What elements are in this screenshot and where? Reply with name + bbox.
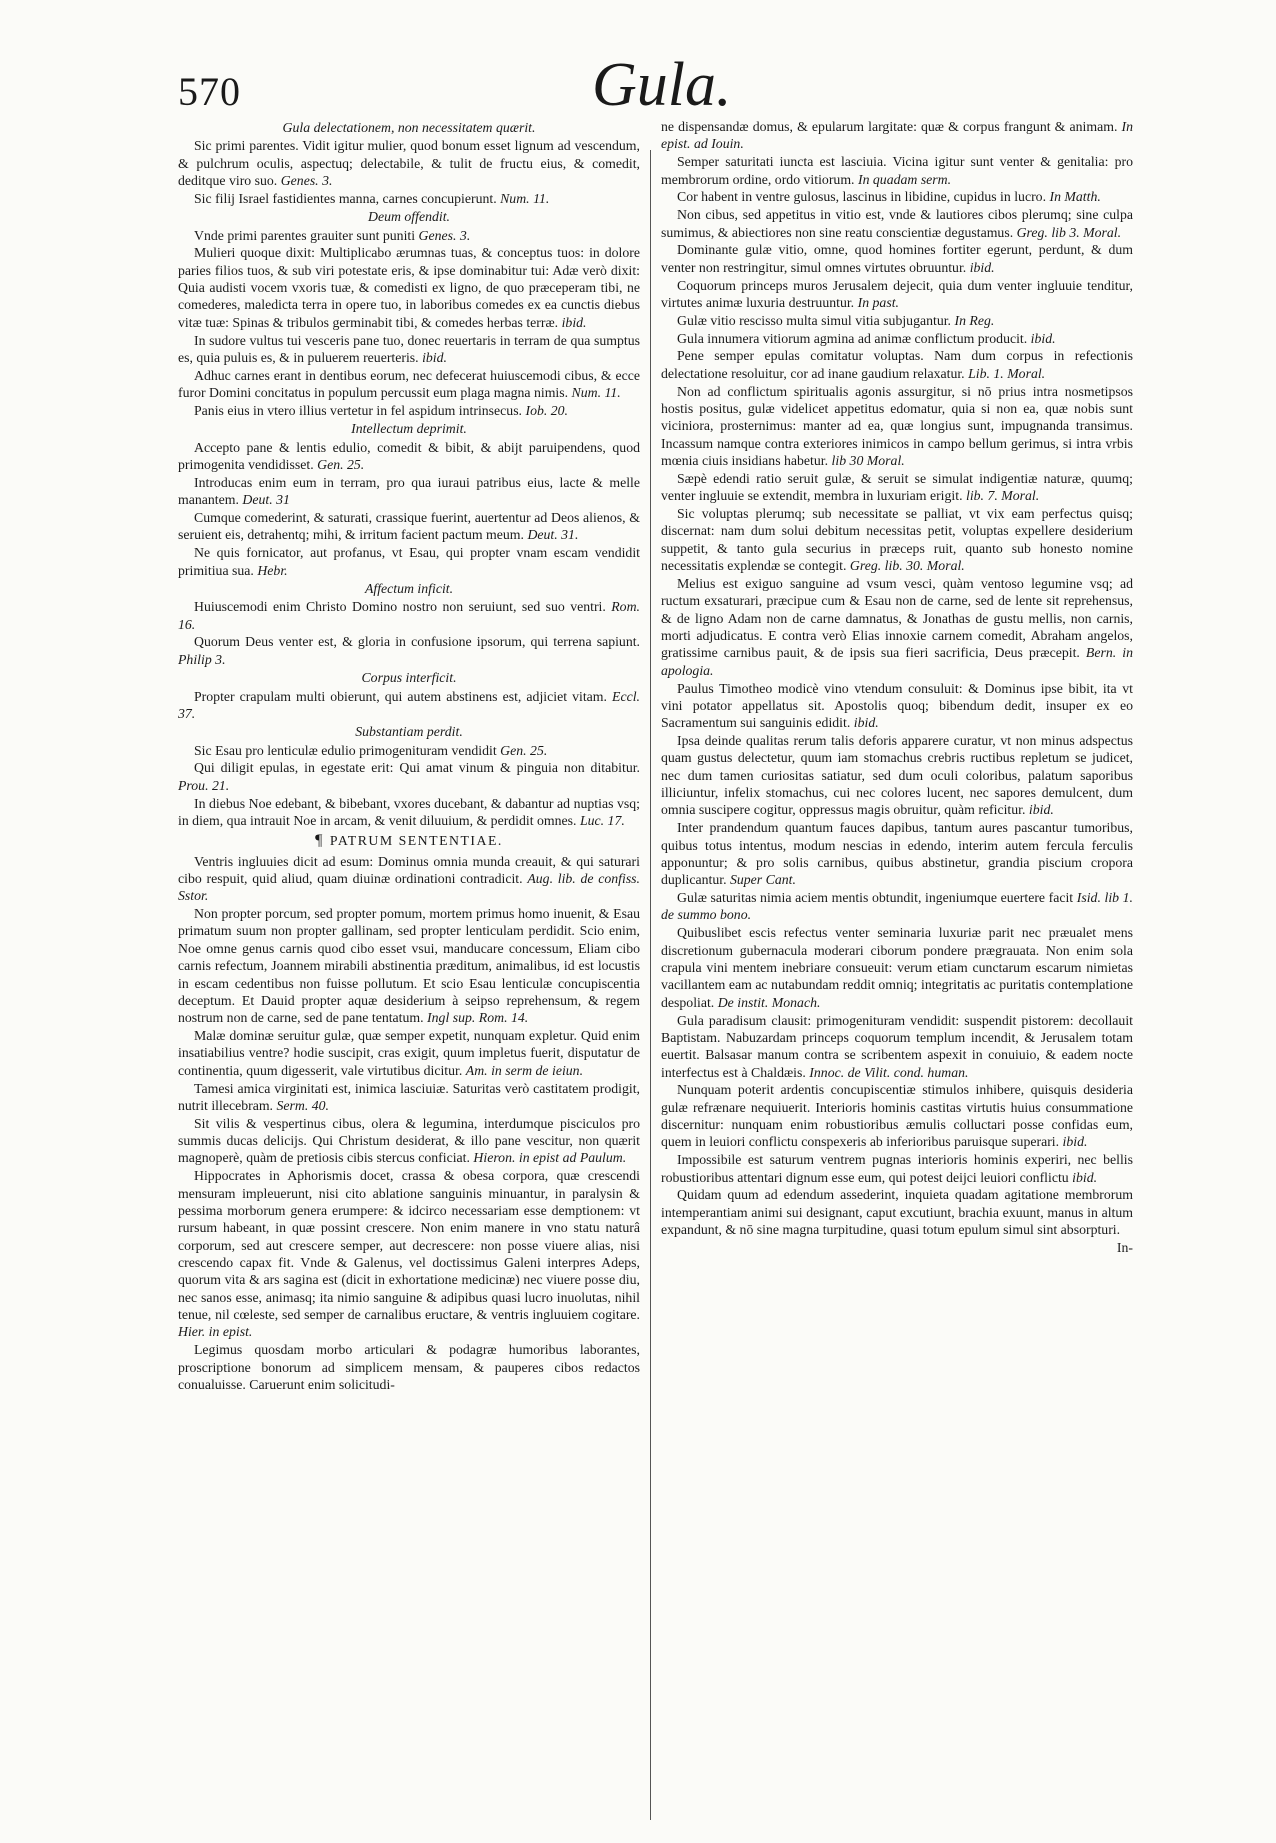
paragraph: [661, 470, 1133, 505]
source-citation: Gen. 25.: [317, 457, 365, 473]
source-citation: ibid.: [853, 715, 879, 731]
source-citation: Gen. 25.: [500, 742, 548, 758]
paragraph: [178, 190, 640, 207]
paragraph-text: Sic voluptas plerumq; sub necessitate se palliat, vt vix eam perfectus quisq; discernat: nam dum solui debitum necessitas petit, voluptas expellere desiderium suppetit, & tanto gula securius in præceps ruit, quanto sub honesto nomine necessitatis explendæ se contegit.: [661, 506, 1133, 574]
paragraph: [178, 1341, 640, 1393]
paragraph: [661, 241, 1133, 276]
source-citation: Greg. lib. 30. Moral.: [849, 558, 965, 574]
paragraph-text: Gulæ saturitas nimia aciem mentis obtundit, ingeniumque euertere facit: [677, 890, 1074, 906]
paragraph-text: Quidam quum ad edendum assederint, inquieta quadam agitatione membrorum intemperantiam animi sui designant, caput excutiunt, brachia exuunt, manus in altum expandunt, & nō sine magna turpitudine, quasi totum epulum simul sint absorpturi.: [661, 1187, 1133, 1238]
paragraph-text: Tamesi amica virginitati est, inimica lasciuiæ. Saturitas verò castitatem prodigit, nutrit illecebram.: [178, 1080, 640, 1113]
source-citation: Greg. lib 3. Moral.: [1016, 224, 1122, 240]
paragraph-text: Hippocrates in Aphorismis docet, crassa & obesa corpora, quæ crescendi mensuram impleuerunt, nisi cito ablatione sanguinis minuantur, in paralysin & pessima morborum genera erumpere: & idcirco necessariam esse demptionem: vt rursum habeant, in quæ possint crescere. Non enim manere in vno statu naturâ corporum, sed aut crescere semper, aut decrescere: non posse viuere alias, nisi crescendo capax fit. Vnde & Galenus, vel doctissimus Galeni interpres Adeps, quorum vita & ars sagina est (dicit in exhortatione medicinæ) nec viuere posse diu, nec sanos esse, animasq; ita nimio sanguine & adipibus quasi lucro inuolutas, nihil tenue, nil cœleste, sed semper de carnalibus eructare, & ventris ingluuiem cogitare.: [178, 1168, 640, 1323]
paragraph-text: Cumque comederint, & saturati, crassique fuerint, auertentur ad Deos alienos, & seruient eis, detrahentq; mihi, & irritum facient pactum meum.: [178, 510, 640, 543]
paragraph-text: Melius est exiguo sanguine ad vsum vesci, quàm ventoso legumine vsq; ad ructum exsaturari, præcipue cum & Esau non de carne, sed de lente sit reprehensus, & de ligno Adam non de carne damnatus, & Jonathas de gustu mellis, non carnis, morti adjudicatus. E contra verò Elias innoxie carnem comedit, Abraham angelos, gratissime carnibus pauit, & de ipsis sua fieri sacrificia, Deus præcepit.: [661, 575, 1133, 661]
source-citation: Genes. 3.: [418, 227, 471, 243]
right-column: [661, 118, 1133, 1257]
paragraph: [178, 402, 640, 419]
paragraph-text: Gulæ vitio rescisso multa simul vitia subjugantur.: [677, 312, 952, 328]
paragraph: [661, 312, 1133, 329]
source-citation: Bern. in apologia.: [661, 645, 1133, 678]
paragraph-text: Non propter porcum, sed propter pomum, mortem primus homo inuenit, & Esau primatum suum non propter gallinam, sed propter lenticulam perdidit. Scio enim, Noe omne genus carnis quod cibo esset vsui, manducare concessum, Eliam cibo carnis refectum, Joannem mirabili abstinentia præditum, animalibus, id est locustis in escam cedentibus non fuisse pollutum. Et scio Esau lenticulæ concupiscentia deceptum. Et Dauid propter aquæ desiderium à seipso reprehensum, & regem nostrum non de carne, sed de pane tentatum.: [178, 906, 640, 1026]
source-citation: ibid.: [561, 314, 587, 330]
paragraph: [661, 819, 1133, 888]
paragraph: [178, 1080, 640, 1115]
paragraph: [178, 544, 640, 579]
source-citation: lib 30 Moral.: [831, 453, 905, 469]
paragraph-text: Paulus Timotheo modicè vino vtendum consuluit: & Dominus ipse bibit, ita vt vini potator appellatus sit. Apostolis quoq; bibendum dedit, insuper ex eo Sacramentum sui sanguinis edidit.: [661, 680, 1133, 731]
paragraph-text: Sic primi parentes. Vidit igitur mulier, quod bonum esset lignum ad vescendum, & pulchrum oculis, aspectuq; delectabile, & tulit de fructu eius, & comedit, deditque viro suo.: [178, 138, 640, 189]
section-heading: Corpus interficit.: [361, 670, 457, 686]
patrum-sententiae-heading: [178, 832, 640, 849]
paragraph: [178, 244, 640, 331]
paragraph-text: Qui diligit epulas, in egestate erit: Qui amat vinum & pinguia non ditabitur.: [194, 760, 640, 776]
source-citation: In epist. ad Iouin.: [661, 119, 1133, 152]
source-citation: Rom. 16.: [178, 599, 640, 632]
source-citation: Hieron. in epist ad Paulum.: [473, 1150, 627, 1166]
section-heading: Intellectum deprimit.: [351, 421, 467, 437]
paragraph-text: Nunquam poterit ardentis concupiscentiæ stimulos inhibere, quisquis desideria gulæ refrænare nequiuerit. Interioris hominis castitas virtutis huius consummatione discernitur: nunquam enim robustioribus æmulis colluctari posse confidas eum, quem in leuiori conflictu conspexeris ab inferioribus paruisque superari.: [661, 1082, 1133, 1150]
paragraph-text: Pene semper epulas comitatur voluptas. Nam dum corpus in refectionis delectatione resoluitur, cor ad inane gaudium relaxatur.: [661, 348, 1133, 381]
paragraph-text: Accepto pane & lentis edulio, comedit & bibit, & abijt paruipendens, quod primogenita vendidisset.: [178, 439, 640, 473]
paragraph-text: Propter crapulam multi obierunt, qui autem abstinens est, adjiciet vitam.: [194, 688, 607, 704]
paragraph-text: In-: [1116, 1240, 1133, 1255]
paragraph: [661, 383, 1133, 470]
paragraph: [661, 680, 1133, 732]
paragraph: [178, 598, 640, 633]
paragraph-text: Ipsa deinde qualitas rerum talis deforis apparere curatur, vt non minus adspectus quam gustus delectetur, quum iam stomachus crebris ructibus repletum se judicet, nec dum tamen curiositas satiatur, sed dum oculi coloribus, palatum saporibus illiciuntur, infelix stomachus, cui nec colores lucent, nec sapores demulcent, dum omnia suscipere cogitur, oppressus magis obruitur, quàm reficitur.: [661, 733, 1133, 818]
paragraph: [178, 439, 640, 474]
paragraph: [178, 227, 640, 244]
paragraph: [661, 330, 1133, 347]
section-heading: Affectum inficit.: [364, 580, 454, 596]
paragraph-text: Quibuslibet escis refectus venter seminaria luxuriæ parit nec præualet mens discretionum gubernacula moderari ciborum pondere prægrauata. Non enim sola crapula vini mentem inebriare consueuit: verum etiam cunctarum escarum nimietas vacillantem eam ac nutabundam reddit omniq; integritatis ac puritatis contemplatione despoliat.: [661, 925, 1133, 1010]
source-citation: Luc. 17.: [579, 812, 625, 828]
paragraph-text: Huiuscemodi enim Christo Domino nostro non seruiunt, sed suo ventri.: [194, 599, 606, 615]
paragraph: [661, 188, 1133, 205]
paragraph: [178, 795, 640, 830]
section-heading: Deum offendit.: [368, 209, 450, 225]
paragraph-text: Gula innumera vitiorum agmina ad animæ conflictum producit.: [677, 330, 1028, 346]
paragraph: [661, 732, 1133, 819]
paragraph: [178, 1167, 640, 1340]
paragraph: [661, 1012, 1133, 1081]
source-citation: Super Cant.: [729, 872, 796, 888]
source-citation: Serm. 40.: [276, 1097, 329, 1113]
paragraph-text: Ne quis fornicator, aut profanus, vt Esau, qui propter vnam escam vendidit primitiua sua.: [178, 545, 640, 578]
paragraph-text: Impossibile est saturum ventrem pugnas interioris hominis experiri, nec bellis robustioribus attentari dignum esse eum, qui potest deijci leuiori conflictu: [661, 1152, 1133, 1185]
paragraph-text: Semper saturitati iuncta est lasciuia. Vicina igitur sunt venter & genitalia: pro membrorum ordine, ordo vitiorum.: [661, 154, 1133, 187]
paragraph: [661, 277, 1133, 312]
paragraph: [661, 1151, 1133, 1186]
source-citation: ibid.: [422, 349, 447, 365]
paragraph: [178, 367, 640, 402]
paragraph-text: Ventris ingluuies dicit ad esum: Dominus omnia munda creauit, & qui saturari cibo respuit, quid aliud, quam diuinæ ordinationi contradicit.: [178, 853, 640, 886]
paragraph: [178, 137, 640, 189]
paragraph-text: Coquorum princeps muros Jerusalem dejecit, quia dum venter ingluuie tenditur, virtutes animæ luxuria destruuntur.: [661, 277, 1133, 310]
paragraph: [661, 889, 1133, 924]
source-citation: Hier. in epist.: [178, 1324, 253, 1340]
source-citation: In Reg.: [954, 312, 995, 328]
paragraph-text: Adhuc carnes erant in dentibus eorum, nec defecerat huiuscemodi cibus, & ecce furor Domini concitatus in populum percussit eum plaga magna nimis.: [178, 367, 640, 401]
paragraph: [661, 1186, 1133, 1238]
source-citation: In quadam serm.: [857, 171, 952, 187]
section-heading: Gula delectationem, non necessitatem quærit.: [282, 120, 536, 135]
source-citation: Num. 11.: [500, 190, 550, 206]
paragraph-text: Dominante gulæ vitio, omne, quod homines fortiter egerunt, perdunt, & dum venter non restringitur, simul omnes virtutes obruuntur.: [661, 242, 1133, 275]
paragraph-text: Non ad conflictum spiritualis agonis assurgitur, si nō prius intra nosmetipsos hostis positus, gulæ videlicet appetitus edomatur, quia si non ea, quæ nobis sunt viciniora, prosternimus: manter ad ea, quæ longius sunt, impugnanda transimus. Incassum namque contra exteriores inimicos in campo bellum gerimus, si intra vrbis mœnia ciuis insidians habetur.: [661, 383, 1133, 469]
paragraph-text: Legimus quosdam morbo articulari & podagræ humoribus laborantes, proscriptione bonorum ad simplicem mensam, & pauperes cibos redactos conualuisse. Caruerunt enim solicitudi-: [178, 1342, 640, 1392]
source-citation: ibid.: [1030, 330, 1056, 346]
paragraph: [178, 633, 640, 668]
source-citation: Hebr.: [257, 562, 288, 578]
section-title: PATRUM SENTENTIAE.: [329, 833, 503, 849]
paragraph: [178, 1115, 640, 1167]
source-citation: Isid. lib 1. de summo bono.: [661, 890, 1133, 923]
paragraph: [178, 332, 640, 367]
paragraph-text: Sic Esau pro lenticulæ edulio primogenituram vendidit: [194, 742, 497, 758]
paragraph-text: Malæ dominæ seruitur gulæ, quæ semper expetit, nunquam expletur. Quid enim insatiabilius ventre? hodie suscipit, cras exigit, quum impletus fuerit, disputatur de continentia, quum digesserit, vale virtutibus dicitur.: [178, 1028, 640, 1078]
source-citation: Deut. 31: [242, 492, 290, 508]
source-citation: lib. 7. Moral.: [965, 488, 1040, 504]
source-citation: Deut. 31.: [527, 527, 579, 543]
paragraph: [178, 509, 640, 544]
source-citation: Prou. 21.: [178, 777, 230, 793]
pilcrow-icon: ¶: [315, 832, 324, 850]
paragraph-text: In diebus Noe edebant, & bibebant, vxores ducebant, & dabantur ad nuptias vsq; in diem, qua intrauit Noe in arcam, & venit diluuium, & perdidit omnes.: [178, 795, 640, 828]
paragraph-text: Non cibus, sed appetitus in vitio est, vnde & lautiores cibos plerumq; sine culpa sumimus, & abiectiores non sine reatu conscientiæ degustamus.: [661, 207, 1133, 240]
paragraph: [178, 759, 640, 794]
paragraph: [178, 688, 640, 723]
paragraph-text: Inter prandendum quantum fauces dapibus, tantum aures pascantur tumoribus, quibus totus intentus, modum nescias in edendo, interim autem fercula ferculis apponuntur; & pro solis carnibus, quibus abstinetur, grandia piscium cropora duplicantur.: [661, 820, 1133, 888]
source-citation: Innoc. de Vilit. cond. human.: [809, 1064, 969, 1080]
source-citation: De instit. Monach.: [717, 994, 821, 1010]
source-citation: Am. in serm de ieiun.: [465, 1062, 584, 1078]
paragraph: [661, 1081, 1133, 1150]
paragraph-text: Vnde primi parentes grauiter sunt puniti: [194, 227, 416, 243]
paragraph-text: Introducas enim eum in terram, pro qua iuraui patribus eius, lacte & melle manantem.: [178, 474, 640, 508]
source-citation: ibid.: [1072, 1169, 1098, 1185]
source-citation: Num. 11.: [571, 385, 621, 401]
source-citation: ibid.: [1062, 1134, 1088, 1150]
paragraph: [661, 118, 1133, 153]
paragraph: [178, 1027, 640, 1079]
source-citation: Lib. 1. Moral.: [968, 365, 1046, 381]
paragraph-text: Gula paradisum clausit: primogenituram vendidit: suspendit pistorem: decollauit Baptistam. Nabuzardam princeps coquorum templum incendit, & Jerusalem totam euertit. Balsasar manum contra se scribentem aspexit in conuiuio, & eadem nocte interfectus est à Chaldæis.: [661, 1012, 1133, 1080]
paragraph-text: In sudore vultus tui vesceris pane tuo, donec reuertaris in terram de qua sumptus es, quia puluis es, & in puluerem reuerteris.: [178, 332, 640, 365]
paragraph: [661, 505, 1133, 574]
paragraph-text: Mulieri quoque dixit: Multiplicabo ærumnas tuas, & conceptus tuos: in dolore paries filios tuos, & sub viri potestate eris, & ipse dominabitur tui: Adæ verò dixit: Quia audisti vocem vxoris tuæ, & comedisti ex ligno, de quo præceperam tibi, ne comederes, maledicta terra in opere tuo, in laboribus comedes ex ea cunctis diebus vitæ tuæ: Spinas & tribulos germinabit tibi, & comedes herbas terræ.: [178, 245, 640, 330]
source-citation: In past.: [857, 294, 899, 310]
paragraph: [178, 905, 640, 1026]
paragraph: [661, 206, 1133, 241]
paragraph: [178, 853, 640, 905]
source-citation: Philip 3.: [178, 651, 226, 667]
source-citation: Iob. 20.: [525, 403, 569, 418]
source-citation: Eccl. 37.: [178, 688, 640, 721]
paragraph-text: Quorum Deus venter est, & gloria in confusione ipsorum, qui terrena sapiunt.: [194, 634, 640, 650]
paragraph: [661, 575, 1133, 679]
paragraph: [661, 924, 1133, 1011]
source-citation: ibid.: [969, 259, 995, 275]
source-citation: Genes. 3.: [280, 173, 333, 189]
paragraph: [661, 153, 1133, 188]
paragraph: [178, 742, 640, 759]
paragraph-text: Sit vilis & vespertinus cibus, olera & legumina, interdumque pisciculos pro summis ducas delicijs. Qui Christum desiderat, & illo pane vescitur, non quærit magnoperè, quàm de pretiosis cibis stercus conficiat.: [178, 1115, 640, 1166]
paragraph: [178, 474, 640, 509]
running-title: Gula.: [592, 51, 732, 119]
paragraph: [661, 347, 1133, 382]
column-rule: [650, 150, 651, 1820]
paragraph-text: Sic filij Israel fastidientes manna, carnes concupierunt.: [194, 190, 497, 206]
paragraph-text: Sæpè edendi ratio seruit gulæ, & seruit se simulat indigentiæ naturæ, quumq; venter ingluuie se extendit, membra in luxuriam erigit.: [661, 470, 1133, 504]
section-heading: Substantiam perdit.: [355, 724, 463, 740]
source-citation: Ingl sup. Rom. 14.: [427, 1010, 529, 1026]
catchword: [661, 1239, 1133, 1256]
source-citation: In Matth.: [1049, 189, 1101, 205]
paragraph-text: Cor habent in ventre gulosus, lascinus in libidine, cupidus in lucro.: [677, 189, 1047, 205]
left-column: [178, 118, 640, 1394]
source-citation: ibid.: [1028, 802, 1054, 818]
source-citation: Aug. lib. de confiss. Sstor.: [178, 870, 641, 904]
paragraph-text: ne dispensandæ domus, & epularum largitate: quæ & corpus frangunt & animam.: [661, 119, 1118, 134]
paragraph-text: Panis eius in vtero illius vertetur in fel aspidum intrinsecus.: [194, 403, 523, 418]
page-number: 570: [178, 69, 241, 114]
